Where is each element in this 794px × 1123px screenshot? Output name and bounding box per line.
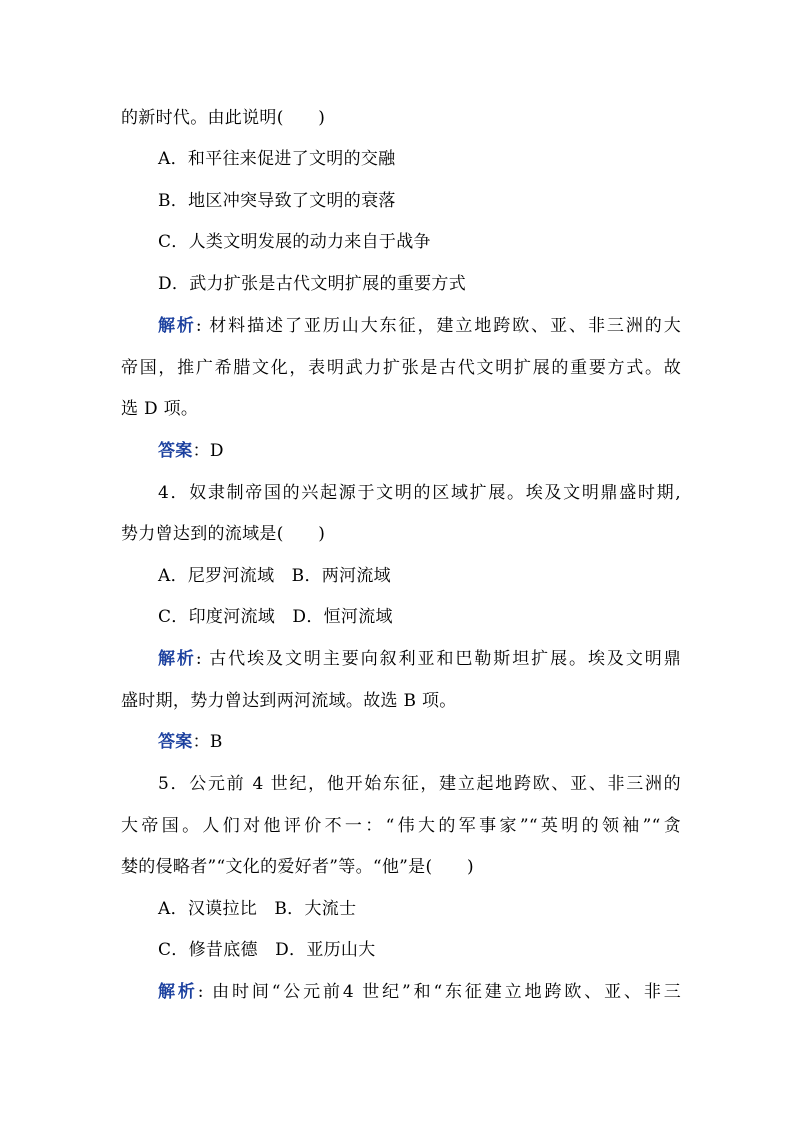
q5-options-line-1: A．汉谟拉比 B．大流士 — [158, 899, 357, 919]
q3-analysis-line-3: 选 D 项。 — [121, 399, 199, 419]
q3-option-b: B．地区冲突导致了文明的衰落 — [158, 191, 396, 211]
q4-answer-value: ：B — [192, 732, 223, 752]
q3-answer — [158, 439, 681, 463]
q3-option-c: C．人类文明发展的动力来自于战争 — [158, 232, 431, 252]
q4-analysis-line-2: 盛时期，势力曾达到两河流域。故选 B 项。 — [121, 691, 457, 711]
q5-stem-line-1: 5．公元前 4 世纪，他开始东征，建立起地跨欧、亚、非三洲的 — [158, 774, 681, 794]
q4-options-line-1: A．尼罗河流域 B．两河流域 — [158, 566, 391, 586]
q3-analysis-line-2: 帝国，推广希腊文化，表明武力扩张是古代文明扩展的重要方式。故 — [121, 358, 681, 378]
q4-stem-line-1: 4．奴隶制帝国的兴起源于文明的区域扩展。埃及文明鼎盛时期, — [158, 483, 681, 503]
q3-answer-label: 答案 — [158, 441, 193, 461]
q3-analysis-line-1: 解析: 材料描述了亚历山大东征，建立地跨欧、亚、非三洲的大 — [158, 316, 681, 336]
q4-answer — [158, 730, 681, 754]
q4-analysis-line-1: 解析: 古代埃及文明主要向叙利亚和巴勒斯坦扩展。埃及文明鼎 — [158, 649, 681, 669]
q4-analysis-label: 解析 — [158, 649, 196, 669]
q5-options-line-2: C．修昔底德 D．亚历山大 — [158, 940, 376, 960]
q4-options-line-2: C．印度河流域 D．恒河流域 — [158, 607, 393, 627]
q3-option-d: D．武力扩张是古代文明扩展的重要方式 — [158, 274, 467, 294]
q4-stem-line-2: 势力曾达到的流域是( ) — [121, 524, 326, 544]
q3-answer-value: ：D — [192, 441, 224, 461]
q5-analysis-line-1: 解析: 由时间“公元前4 世纪”和“东征建立地跨欧、亚、非三 — [158, 982, 681, 1002]
q5-stem-line-2: 大帝国。人们对他评价不一：“伟大的军事家”“英明的领袖”“贪 — [121, 816, 681, 836]
q3-analysis-label: 解析 — [158, 316, 196, 336]
q4-answer-label: 答案 — [158, 732, 193, 752]
q3-stem-tail: 的新时代。由此说明( ) — [121, 108, 326, 128]
q3-option-a: A．和平往来促进了文明的交融 — [158, 149, 396, 169]
q5-analysis-label: 解析 — [158, 982, 198, 1002]
q5-stem-line-3: 婪的侵略者”“文化的爱好者”等。“他”是( ) — [121, 857, 474, 877]
